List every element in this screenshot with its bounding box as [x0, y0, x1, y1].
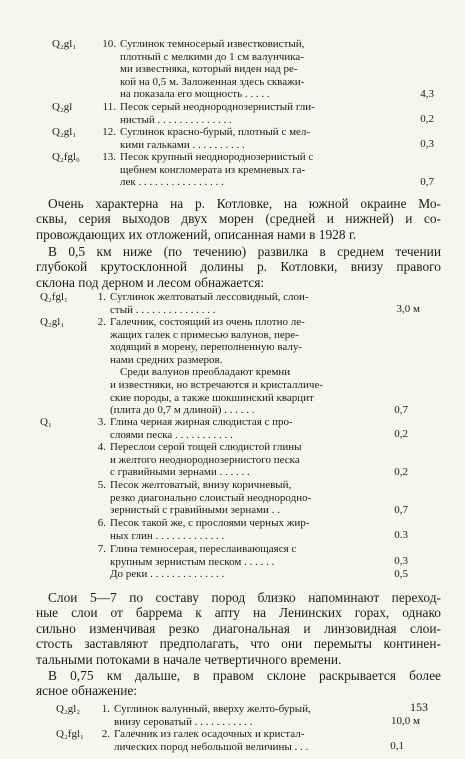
stratum-thickness: 3,0 м: [396, 303, 420, 315]
stratum-code: Q₂fgl₁: [40, 291, 68, 303]
stratum-code: Q₂gl₁: [40, 316, 65, 328]
stratum-line: внизу сероватый . . . . . . . . . . .: [114, 715, 253, 728]
stratum-line: нами средних размеров.: [110, 353, 223, 366]
stratum-number: 3.: [97, 416, 106, 428]
stratum-line: плотный с мелкими до 1 см валунчика-: [120, 50, 304, 63]
stratum-line: на показала его мощность . . . . .: [120, 88, 270, 101]
stratum-line: ские породы, а также шокшинский кварцит: [110, 391, 314, 404]
stratum-line: Песок крупный неоднороднозернистый с: [120, 151, 314, 163]
stratum-number: 7.: [97, 543, 106, 555]
stratum-line: зернистый с гравийными зернами . .: [110, 504, 280, 517]
stratum-line: Песок желтоватый, внизу коричневый,: [110, 479, 292, 491]
paragraph-line: склона под дерном и лесом обнажается:: [36, 274, 265, 290]
stratum-line: щебнем конгломерата из кремневых га-: [120, 163, 306, 176]
stratum-line: Переслои серой тощей слюдистой глины: [110, 441, 302, 453]
stratum-number: 11.: [102, 101, 116, 113]
stratum-line: Галечник, состоящий из очень плотно ле-: [110, 316, 305, 328]
stratum-line: нистый . . . . . . . . . . . . . .: [120, 113, 232, 126]
stratum-code: Q₂gl₂: [56, 703, 81, 715]
stratum-thickness: 0,2: [394, 466, 408, 478]
stratum-thickness: 0,7: [394, 404, 408, 416]
stratum-thickness: 4,3: [420, 88, 434, 100]
stratum-number: 4.: [97, 441, 106, 453]
stratum-number: 12.: [102, 126, 116, 138]
page-number: 153: [410, 700, 428, 714]
stratum-line: лических пород небольшой величины . . .: [114, 740, 309, 753]
stratum-number: 6.: [97, 517, 106, 529]
stratum-line: Глина черная жирная слюдистая с про-: [110, 416, 293, 428]
stratum-line: ных глин . . . . . . . . . . . . .: [110, 529, 225, 542]
stratum-code: Q₂gl₁: [52, 126, 77, 138]
paragraph-line: сильно изменчивая резко диагональная и линзовидная слои-: [36, 620, 441, 636]
paragraph-line: стость заставляют предполагать, что они перемыты континен-: [36, 636, 441, 652]
stratum-thickness: 0.3: [394, 529, 408, 541]
stratum-code: Q₂gl₁: [52, 38, 77, 50]
stratum-line: До реки . . . . . . . . . . . . . .: [110, 568, 225, 580]
stratum-line: с гравийными зернами . . . . . .: [110, 466, 250, 479]
stratum-line: Среди валунов преобладают кремни: [120, 366, 291, 379]
stratum-line: стый . . . . . . . . . . . . . . .: [110, 303, 216, 316]
stratum-thickness: 0,7: [420, 176, 434, 188]
paragraph-line: провождающих их отложений, описанная нами в 1928 г.: [36, 226, 357, 242]
paragraph-line: В 0,75 км дальше, в правом склоне раскрывается более: [48, 668, 441, 683]
paragraph-line: В 0,5 км ниже (по течению) развилка в среднем течении: [48, 244, 441, 259]
stratum-line: (плита до 0,7 м длиной) . . . . . .: [110, 404, 255, 417]
paragraph-line: Слои 5—7 по составу пород близко напоминают переход-: [48, 590, 441, 605]
stratum-line: Суглинок красно-бурый, плотный с мел-: [120, 126, 311, 138]
stratum-number: 10.: [102, 38, 116, 50]
stratum-code: Q₂gl: [52, 101, 73, 113]
stratum-code: Q₂fgl₀: [52, 151, 80, 163]
stratum-line: ми известняка, который виден над ре-: [120, 63, 298, 76]
stratum-line: слоями песка . . . . . . . . . . .: [110, 428, 233, 441]
paragraph-line: Очень характерна на р. Котловке, на южной окраине Мо-: [48, 196, 441, 211]
stratum-line: ходящий в морену, переполненную валу-: [110, 341, 303, 354]
stratum-number: 2.: [101, 728, 110, 740]
stratum-line: кой на 0,5 м. Заложенная здесь скважи-: [120, 75, 305, 88]
stratum-thickness: 0,1: [390, 740, 404, 752]
stratum-number: 5.: [97, 479, 106, 491]
stratum-thickness: 0,5: [394, 568, 408, 580]
stratum-thickness: 0,3: [420, 138, 434, 150]
stratum-line: и известняки, но встречаются и кристалличе-: [110, 378, 323, 391]
paragraph-line: тальными потоками в начале четвертичного времени.: [36, 651, 342, 667]
stratum-line: Суглинок желтоватый лессовидный, слои-: [110, 291, 309, 303]
body-paragraph: [36, 244, 441, 290]
stratum-thickness: 0,7: [394, 504, 408, 516]
stratum-code: Q₂fgl₁: [56, 728, 84, 740]
stratum-number: 1.: [101, 703, 110, 715]
stratum-line: крупным зернистым песком . . . . . .: [110, 555, 275, 568]
paragraph-line: глубокой крутосклонной долины р. Котловки, внизу правого: [36, 259, 441, 275]
stratum-line: резко диагонально слоистый неоднородно-: [110, 491, 312, 504]
stratum-thickness: 0,2: [394, 428, 408, 440]
stratum-line: Песок серый неоднороднозернистый гли-: [120, 101, 315, 113]
body-paragraph: [36, 668, 441, 699]
stratum-line: кими гальками . . . . . . . . . .: [120, 138, 245, 151]
stratum-thickness: 0,2: [420, 113, 434, 125]
stratum-number: 13.: [102, 151, 116, 163]
paragraph-line: сквы, серия выходов двух морен (средней и нижней) и со-: [36, 211, 441, 227]
body-paragraph: [36, 196, 441, 242]
stratum-line: жащих галек с примесью валунов, пере-: [110, 328, 299, 341]
paragraph-line: ясное обнажение:: [36, 683, 138, 699]
body-paragraph: [36, 590, 441, 667]
stratum-line: Глина темносерая, переслаивающаяся с: [110, 543, 297, 555]
stratum-line: Песок такой же, с прослоями черных жир-: [110, 517, 310, 529]
stratum-line: и желтого неоднороднозернистого песка: [110, 453, 300, 466]
paragraph-line: ные слои от баррема к апту на Ленинских горах, однако: [36, 605, 441, 621]
stratum-line: Суглинок валунный, вверху желто-бурый,: [114, 703, 311, 715]
stratum-thickness: 10,0 м: [391, 715, 420, 727]
stratum-thickness: 0,3: [394, 555, 408, 567]
stratum-line: Суглинок темносерый известковистый,: [120, 38, 305, 50]
stratum-line: Галечник из галек осадочных и кристал-: [114, 728, 305, 740]
stratum-line: лек . . . . . . . . . . . . . . . .: [120, 176, 224, 189]
stratum-number: 2.: [97, 316, 106, 328]
stratum-number: 1.: [97, 291, 106, 303]
stratum-code: Q₁: [40, 416, 52, 428]
